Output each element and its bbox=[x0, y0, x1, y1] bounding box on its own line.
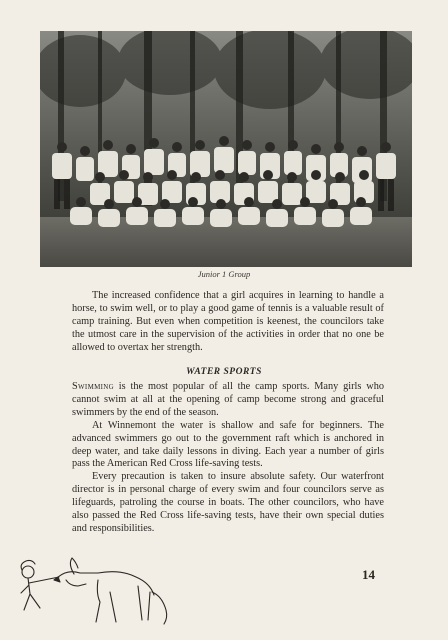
safety-paragraph: Every precaution is taken to insure absolute safety. Our waterfront director is in personal charge of every swim and four councilors serve as lifeguards, patroling the course in boats. The other councilors, who have also passed the Red Cross life-saving tests, have their own special duties and responsibilities. bbox=[72, 471, 384, 534]
swimming-lead-word: Swimming bbox=[72, 381, 114, 392]
section-heading: WATER SPORTS bbox=[186, 367, 262, 377]
intro-paragraph: The increased confidence that a girl acquires in learning to handle a horse, to swim well, or to play a good game of tennis is a valuable result of camp training. But even when competition is keenest, the councilors take the utmost care in the supervision of the activities in order that no one be allowed to overtax her strength. bbox=[72, 290, 384, 353]
group-photo-image bbox=[40, 31, 412, 267]
intro-paragraph-block bbox=[72, 290, 384, 355]
girl-and-horse-sketch bbox=[14, 552, 174, 628]
swimming-paragraph bbox=[72, 381, 384, 420]
group-photo bbox=[40, 31, 412, 267]
swimming-paragraph-text: is the most popular of all the camp sports. Many girls who cannot swim at all at the opening of camp become strong and graceful swimmers by the end of the season. bbox=[72, 381, 384, 418]
water-sports-text bbox=[72, 381, 384, 536]
winnemont-paragraph: At Winnemont the water is shallow and safe for beginners. The advanced swimmers go out to the government raft which is anchored in deep water, and take daily lessons in diving. Each year a number of girls pass the American Red Cross life-saving tests. bbox=[72, 419, 384, 470]
page-number: 14 bbox=[362, 567, 375, 582]
photo-caption: Junior 1 Group bbox=[197, 269, 251, 279]
